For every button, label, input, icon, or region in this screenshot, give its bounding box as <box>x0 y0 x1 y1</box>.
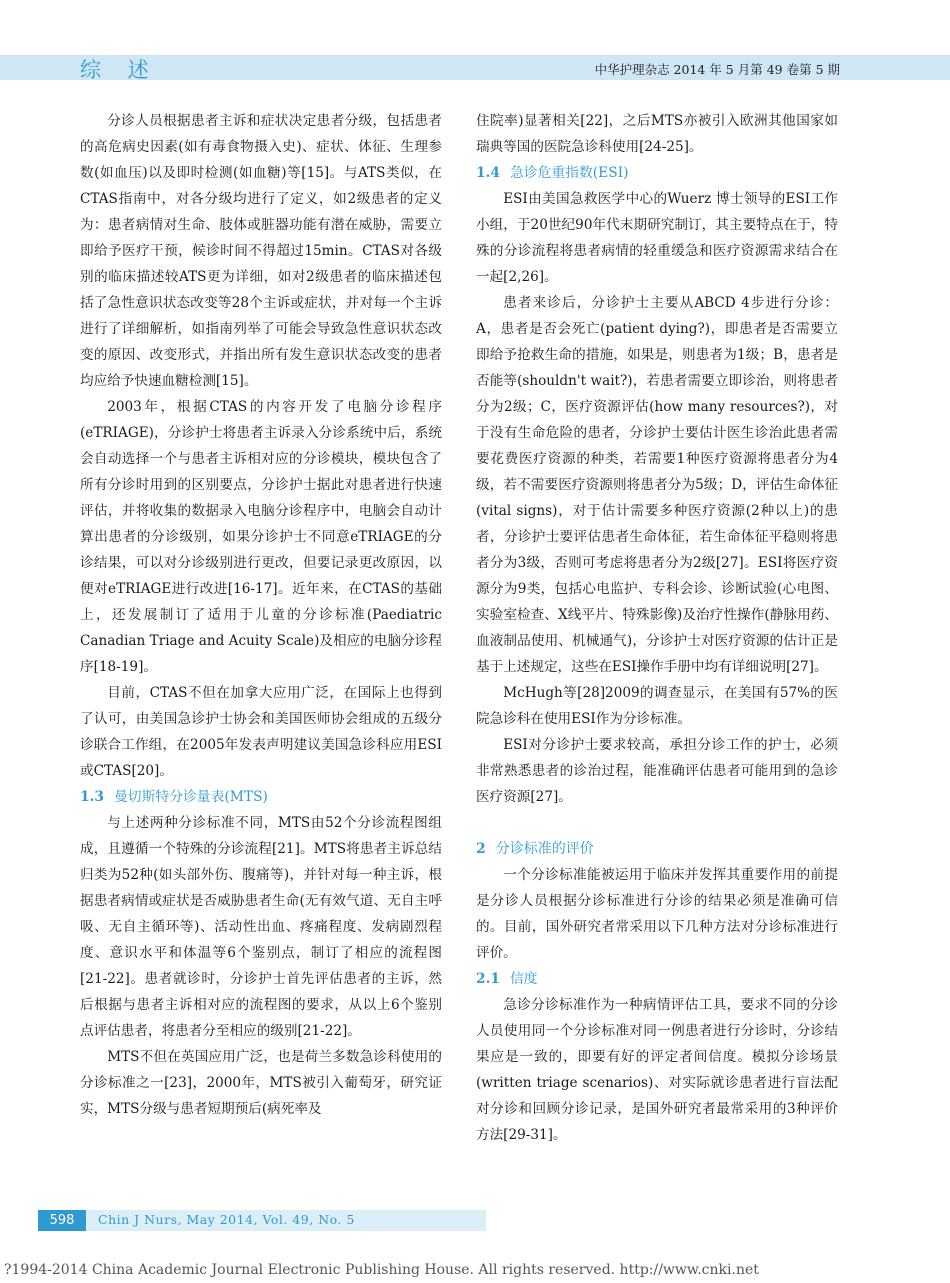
section-label: 综 述 <box>80 58 159 82</box>
section-heading <box>476 966 838 992</box>
paragraph: 急诊分诊标准作为一种病情评估工具，要求不同的分诊人员使用同一个分诊标准对同一例患者进行分诊时，分诊结果应是一致的，即要有好的评定者间信度。模拟分诊场景(written triage scenarios)、对实际就诊患者进行盲法配对分诊和回顾分诊记录，是国外研究者最常采用的3种评价方法[29-31]。 <box>476 997 838 1143</box>
page-number: 598 <box>38 1210 86 1231</box>
section-number: 2.1 <box>476 971 501 987</box>
paragraph: 患者来诊后，分诊护士主要从ABCD 4步进行分诊：A，患者是否会死亡(patient dying?)，即患者是否需要立即给予抢救生命的措施，如果是，则患者为1级；B，患者是否能等(shouldn't wait?)，若患者需要立即诊治，则将患者分为2级；C，医疗资源评估(how many resources?)，对于没有生命危险的患者，分诊护士要估计医生诊治此患者需要花费医疗资源的种类，若需要1种医疗资源将患者分为4级，若不需要医疗资源则将患者分为5级；D，评估生命体征(vital signs)，对于估计需要多种医疗资源(2种以上)的患者，分诊护士要评估患者生命体征，若生命体征平稳则将患者分为3级，否则可考虑将患者分为2级[27]。ESI将医疗资源分为9类，包括心电监护、专科会诊、诊断试验(心电图、实验室检查、X线平片、特殊影像)及治疗性操作(静脉用药、血液制品使用、机械通气)，分诊护士对医疗资源的估计正是基于上述规定，这些在ESI操作手册中均有详细说明[27]。 <box>476 295 838 675</box>
paragraph: 2003年，根据CTAS的内容开发了电脑分诊程序(eTRIAGE)，分诊护士将患者主诉录入分诊系统中后，系统会自动选择一个与患者主诉相对应的分诊模块，模块包含了所有分诊时用到的区别要点，分诊护士据此对患者进行快速评估，并将收集的数据录入电脑分诊程序中，电脑会自动计算出患者的分诊级别，如果分诊护士不同意eTRIAGE的分诊结果，可以对分诊级别进行更改，但要记录更改原因，以便对eTRIAGE进行改进[16-17]。近年来，在CTAS的基础上，还发展制订了适用于儿童的分诊标准(Paediatric Canadian Triage and Acuity Scale)及相应的电脑分诊程序[18-19]。 <box>80 399 442 675</box>
journal-info: 中华护理杂志 2014 年 5 月第 49 卷第 5 期 <box>594 62 840 77</box>
paragraph: 与上述两种分诊标准不同，MTS由52个分诊流程图组成，且遵循一个特殊的分诊流程[21]。MTS将患者主诉总结归类为52种(如头部外伤、腹痛等)，并针对每一种主诉，根据患者病情或症状是否威胁患者生命(无有效气道、无自主呼吸、无自主循环等)、活动性出血、疼痛程度、发病剧烈程度、意识水平和体温等6个鉴别点，制订了相应的流程图[21-22]。患者就诊时，分诊护士首先评估患者的主诉，然后根据与患者主诉相对应的流程图的要求，从以上6个鉴别点评估患者，将患者分至相应的级别[21-22]。 <box>80 815 442 1039</box>
paragraph: 目前，CTAS不但在加拿大应用广泛，在国际上也得到了认可，由美国急诊护士协会和美国医师协会组成的五级分诊联合工作组，在2005年发表声明建议美国急诊科应用ESI或CTAS[20]。 <box>80 685 442 779</box>
paragraph: ESI对分诊护士要求较高，承担分诊工作的护士，必须非常熟悉患者的诊治过程，能准确评估患者可能用到的急诊医疗资源[27]。 <box>476 737 838 805</box>
section-title: 急诊危重指数(ESI) <box>510 165 629 181</box>
paragraph: 一个分诊标准能被运用于临床并发挥其重要作用的前提是分诊人员根据分诊标准进行分诊的结果必须是准确可信的。目前，国外研究者常采用以下几种方法对分诊标准进行评价。 <box>476 867 838 961</box>
paragraph: ESI由美国急救医学中心的Wuerz 博士领导的ESI工作小组，于20世纪90年代末期研究制订，其主要特点在于，特殊的分诊流程将患者病情的轻重缓急和医疗资源需求结合在一起[2,26]。 <box>476 191 838 285</box>
section-title: 分诊标准的评价 <box>495 841 594 857</box>
spacer <box>476 810 838 836</box>
section-number: 1.3 <box>80 789 105 805</box>
section-heading <box>476 836 838 862</box>
section-title: 曼切斯特分诊量表(MTS) <box>114 789 268 805</box>
section-heading <box>80 784 442 810</box>
paragraph: McHugh等[28]2009的调查显示，在美国有57%的医院急诊科在使用ESI作为分诊标准。 <box>476 685 838 727</box>
section-title: 信度 <box>510 971 538 987</box>
section-heading <box>476 160 838 186</box>
right-column <box>476 108 838 1148</box>
paragraph: 分诊人员根据患者主诉和症状决定患者分级，包括患者的高危病史因素(如有毒食物摄入史)、症状、体征、生理参数(如血压)以及即时检测(如血糖)等[15]。与ATS类似，在CTAS指南中，对各分级均进行了定义，如2级患者的定义为：患者病情对生命、肢体或脏器功能有潜在威胁，需要立即给予医疗干预，候诊时间不得超过15min。CTAS对各级别的临床描述较ATS更为详细，如对2级患者的临床描述包括了急性意识状态改变等28个主诉或症状，并对每一个主诉进行了详细解析，如指南列举了可能会导致急性意识状态改变的原因、改变形式，并指出所有发生意识状态改变的患者均应给予快速血糖检测[15]。 <box>80 113 442 389</box>
copyright-line: ?1994-2014 China Academic Journal Electronic Publishing House. All rights reserved. http://www.cnki.net <box>4 1262 759 1278</box>
paragraph: 住院率)显著相关[22]，之后MTS亦被引入欧洲其他国家如瑞典等国的医院急诊科使用[24-25]。 <box>476 113 838 155</box>
section-number: 1.4 <box>476 165 501 181</box>
section-number: 2 <box>476 841 486 857</box>
footer-journal: Chin J Nurs, May 2014, Vol. 49, No. 5 <box>98 1212 355 1227</box>
left-column <box>80 108 442 1122</box>
paragraph: MTS不但在英国应用广泛，也是荷兰多数急诊科使用的分诊标准之一[23]，2000年，MTS被引入葡萄牙，研究证实，MTS分级与患者短期预后(病死率及 <box>80 1049 442 1117</box>
